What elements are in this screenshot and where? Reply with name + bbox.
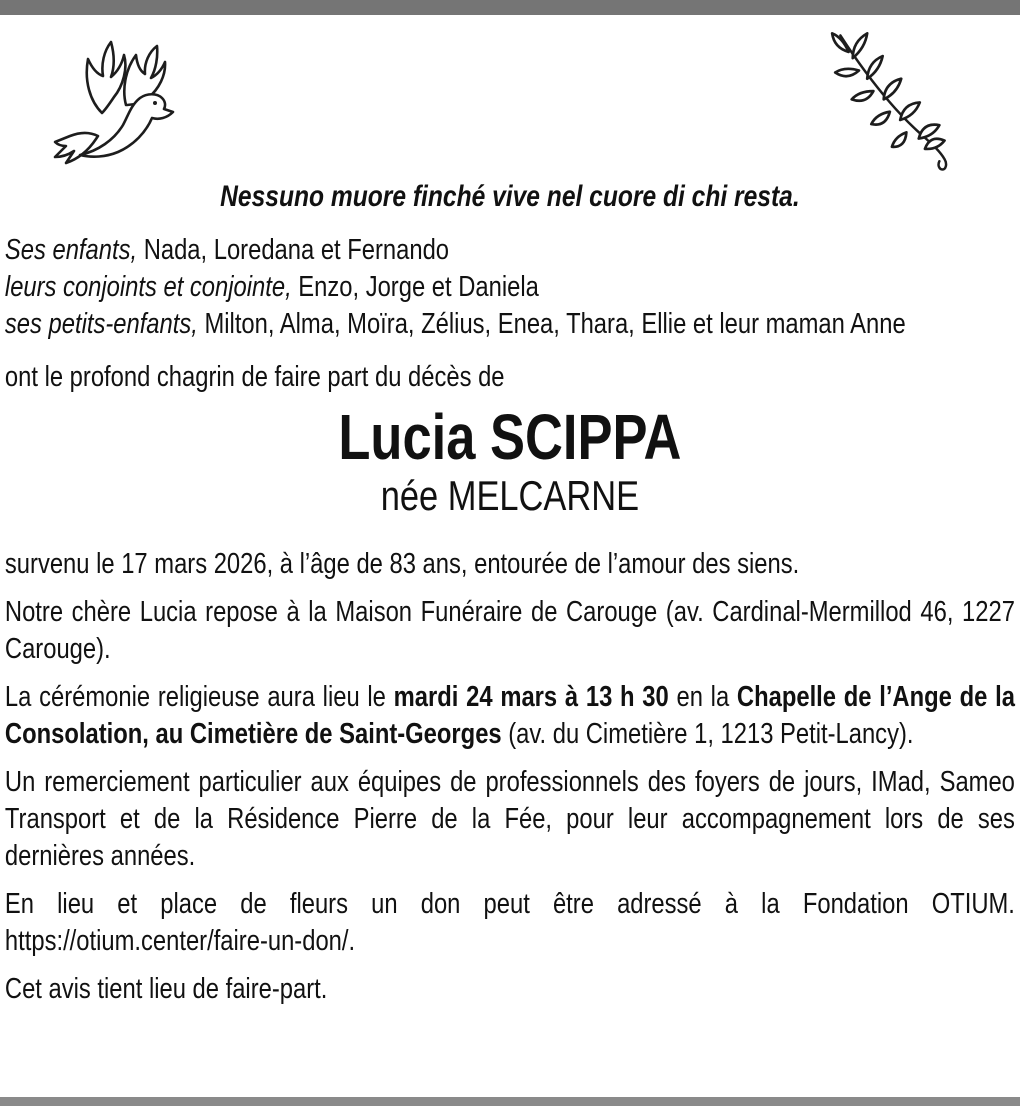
notice-paragraph — [5, 594, 1015, 668]
bottom-bar — [0, 1097, 1020, 1106]
text-run: Cet avis tient lieu de faire-part. — [4, 973, 328, 1005]
text-run: Chapelle de l’Ange de la Consolation, au Cimetière de Saint-Georges — [4, 681, 1015, 750]
family-line — [5, 232, 1015, 269]
text-run: survenu le 17 mars 2026, à l’âge de 83 ans, entourée de l’amour des siens. — [4, 548, 800, 580]
text-run: Enzo, Jorge et Daniela — [291, 271, 539, 303]
dove-icon — [44, 37, 184, 185]
text-run: ses petits-enfants, — [4, 308, 198, 340]
notice-paragraph — [5, 546, 1015, 583]
text-run: Ses enfants, — [4, 234, 138, 266]
maiden-name: née MELCARNE — [380, 472, 640, 519]
announcement-text: ont le profond chagrin de faire part du décès de — [4, 361, 505, 393]
header-decorations — [0, 15, 1020, 178]
deceased-name: Lucia SCIPPA — [338, 401, 682, 473]
text-run: Notre chère Lucia repose à la Maison Funéraire de Carouge (av. Cardinal-Mermillod 46, 1227 Carouge). — [4, 596, 1015, 665]
text-run: Milton, Alma, Moïra, Zélius, Enea, Thara, Ellie et leur maman Anne — [197, 308, 906, 340]
text-run: leurs conjoints et conjointe, — [4, 271, 292, 303]
notice-body — [0, 178, 1020, 1008]
text-run: La cérémonie religieuse aura lieu le — [4, 681, 394, 713]
notice-paragraphs — [5, 546, 1015, 1008]
text-run: Un remerciement particulier aux équipes de professionnels des foyers de jours, IMad, Sameo Transport et de la Résidence Pierre de la Fée, pour leur accompagnement lors de ses dernières années. — [4, 766, 1015, 872]
top-bar — [0, 0, 1020, 15]
text-run: Nada, Loredana et Fernando — [137, 234, 450, 266]
notice-paragraph — [5, 971, 1015, 1008]
text-run: (av. du Cimetière 1, 1213 Petit-Lancy). — [501, 718, 914, 750]
family-line — [5, 306, 1015, 343]
olive-branch-icon — [828, 29, 960, 179]
text-run: En lieu et place de fleurs un don peut être adressé à la Fondation OTIUM. https://otium.center/faire-un-don/. — [4, 888, 1015, 957]
text-run: en la — [668, 681, 737, 713]
family-line — [5, 269, 1015, 306]
text-run: mardi 24 mars à 13 h 30 — [393, 681, 669, 713]
notice-paragraph — [5, 886, 1015, 960]
notice-paragraph — [5, 764, 1015, 875]
notice-paragraph — [5, 679, 1015, 753]
family-lines — [5, 232, 1015, 343]
memorial-quote: Nessuno muore finché vive nel cuore di chi resta. — [220, 180, 800, 213]
